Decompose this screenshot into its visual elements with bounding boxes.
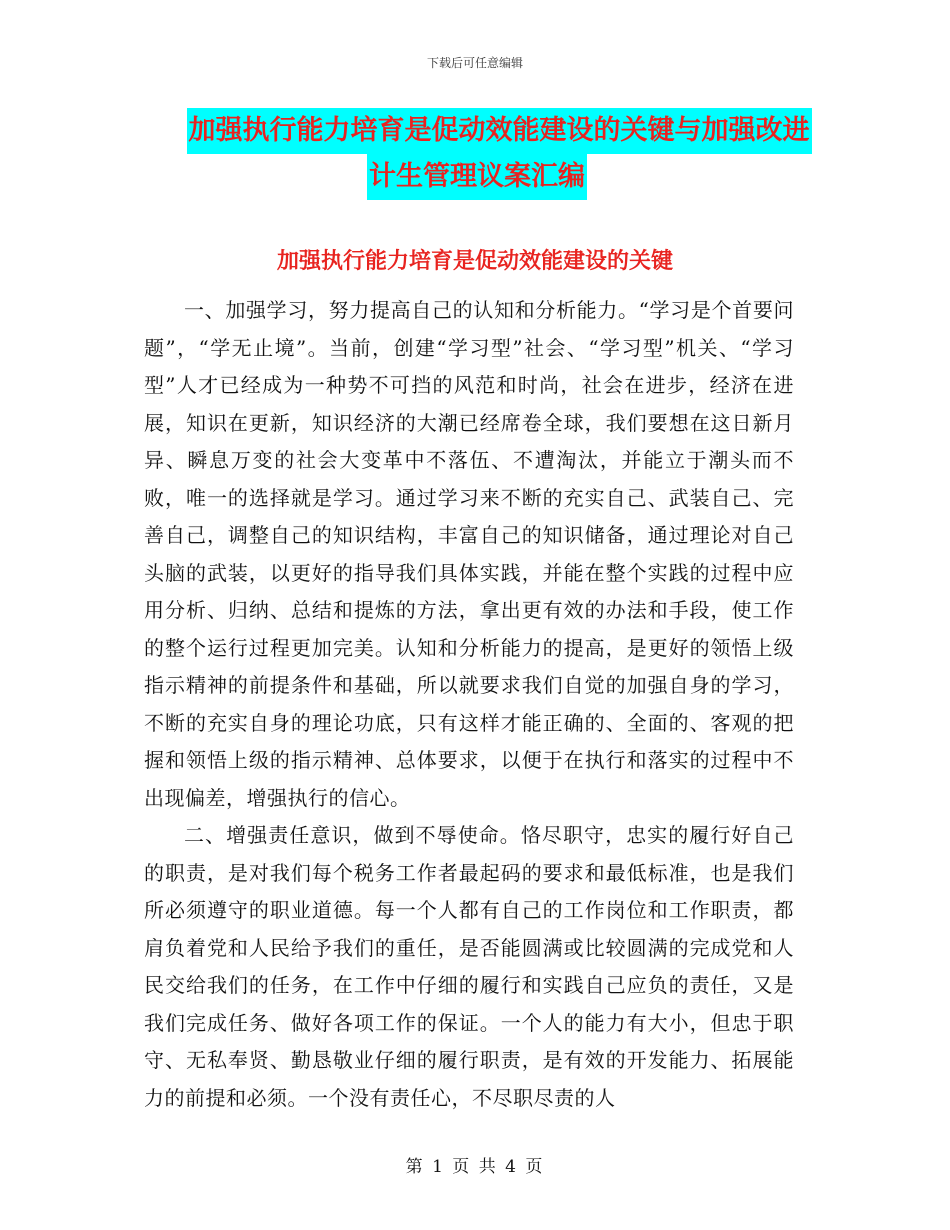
section-title: 加强执行能力培育是促动效能建设的关键 bbox=[276, 249, 673, 274]
main-title-line-2: 计生管理议案汇编 bbox=[367, 154, 587, 200]
document-main-title bbox=[0, 108, 950, 200]
main-title-line-1: 加强执行能力培育是促动效能建设的关键与加强改进 bbox=[187, 108, 812, 154]
paragraph-2: 二、增强责任意识，做到不辱使命。恪尽职守，忠实的履行好自己的职责，是对我们每个税务工作者最起码的要求和最低标准，也是我们所必须遵守的职业道德。每一个人都有自己的工作岗位和工作职责，都肩负着党和人民给予我们的重任，是否能圆满或比较圆满的完成党和人民交给我们的任务，在工作中仔细的履行和实践自己应负的责任，又是我们完成任务、做好各项工作的保证。一个人的能力有大小，但忠于职守、无私奉贤、勤恳敬业仔细的履行职责，是有效的开发能力、拓展能力的前提和必须。一个没有责任心，不尽职尽责的人 bbox=[144, 823, 794, 1110]
document-body bbox=[144, 292, 794, 1117]
paragraph-1: 一、加强学习，努力提高自己的认知和分析能力。“学习是个首要问题”，“学无止境”。当前，创建“学习型”社会、“学习型”机关、“学习型”人才已经成为一种势不可挡的风范和时尚，社会在进步，经济在进展，知识在更新，知识经济的大潮已经席卷全球，我们要想在这日新月异、瞬息万变的社会大变革中不落伍、不遭淘汰，并能立于潮头而不败，唯一的选择就是学习。通过学习来不断的充实自己、武装自己、完善自己，调整自己的知识结构，丰富自己的知识储备，通过理论对自己头脑的武装，以更好的指导我们具体实践，并能在整个实践的过程中应用分析、归纳、总结和提炼的方法，拿出更有效的办法和手段，使工作的整个运行过程更加完美。认知和分析能力的提高，是更好的领悟上级指示精神的前提条件和基础，所以就要求我们自觉的加强自身的学习，不断的充实自身的理论功底，只有这样才能正确的、全面的、客观的把握和领悟上级的指示精神、总体要求，以便于在执行和落实的过程中不出现偏差，增强执行的信心。 bbox=[144, 298, 794, 810]
page-footer: 第 1 页 共 4 页 bbox=[405, 1157, 545, 1177]
header-note: 下载后可任意编辑 bbox=[426, 56, 523, 70]
